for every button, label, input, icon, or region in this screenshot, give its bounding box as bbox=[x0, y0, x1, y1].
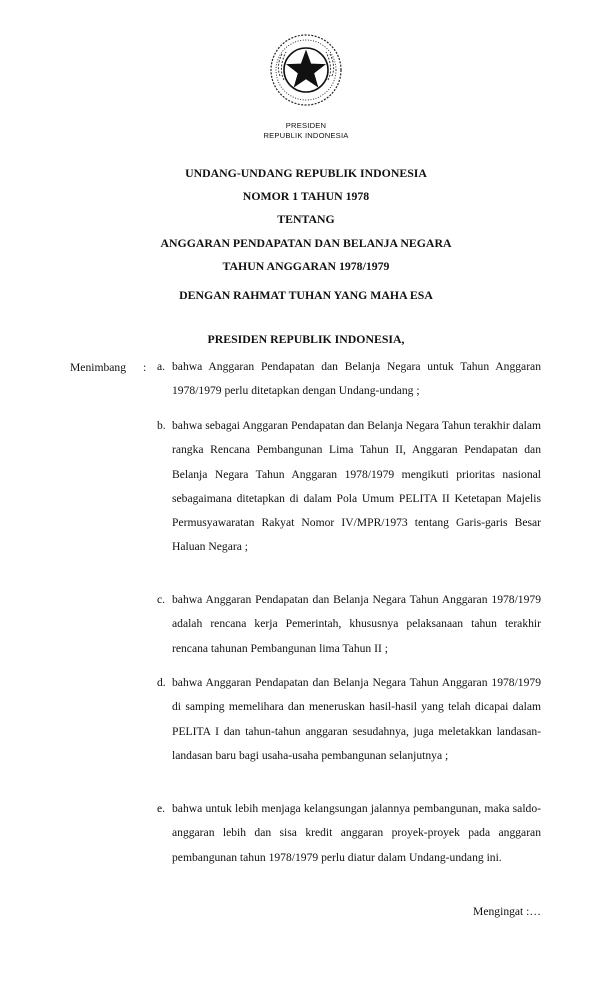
item-letter: b. bbox=[157, 419, 166, 432]
law-tentang: TENTANG bbox=[277, 212, 335, 226]
item-letter: e. bbox=[157, 802, 166, 815]
law-number: NOMOR 1 TAHUN 1978 bbox=[242, 189, 370, 203]
garuda-star-emblem bbox=[268, 32, 344, 108]
law-fiscal-year: TAHUN ANGGARAN 1978/1979 bbox=[222, 259, 390, 273]
consideration-item-b bbox=[157, 414, 541, 560]
item-letter: a. bbox=[157, 360, 166, 373]
president-heading: PRESIDEN REPUBLIK INDONESIA, bbox=[207, 332, 405, 346]
page-continuation: Mengingat :… bbox=[473, 905, 541, 918]
item-text: bahwa Anggaran Pendapatan dan Belanja Negara Tahun Anggaran 1978/1979 adalah rencana kerja Pemerintah, khususnya pelaksanaan tahun terakhir rencana tahunan Pembangunan lima Tahun II ; bbox=[172, 593, 541, 655]
item-text: bahwa Anggaran Pendapatan dan Belanja Negara Tahun Anggaran 1978/1979 di samping memelihara dan meneruskan hasil-hasil yang telah dicapai dalam PELITA I dan tahun-tahun anggaran sesudahnya, juga meletakkan landasan-landasan baru bagi usaha-usaha pembangunan selanjutnya ; bbox=[172, 676, 541, 762]
menimbang-label: Menimbang bbox=[70, 361, 127, 374]
law-title: UNDANG-UNDANG REPUBLIK INDONESIA bbox=[185, 166, 427, 180]
item-text: bahwa sebagai Anggaran Pendapatan dan Belanja Negara Tahun terakhir dalam rangka Rencana Pembangunan Lima Tahun II, Anggaran Pendapatan dan Belanja Negara Tahun Anggaran 1978/1979 mengikuti prioritas nasional sebagaimana ditetapkan di dalam Pola Umum PELITA II Ketetapan Majelis Permusyawaratan Rakyat Nomor IV/MPR/1973 tentang Garis-garis Besar Haluan Negara ; bbox=[172, 419, 541, 554]
preamble-invocation: DENGAN RAHMAT TUHAN YANG MAHA ESA bbox=[179, 288, 433, 302]
item-text: bahwa Anggaran Pendapatan dan Belanja Negara untuk Tahun Anggaran 1978/1979 perlu ditetapkan dengan Undang-undang ; bbox=[172, 360, 541, 398]
item-text: bahwa untuk lebih menjaga kelangsungan jalannya pembangunan, maka saldo-anggaran lebih dan sisa kredit anggaran proyek-proyek pada anggaran pembangunan tahun 1978/1979 perlu diatur dalam Undang-undang ini. bbox=[172, 802, 541, 864]
seal-subtitle: REPUBLIK INDONESIA bbox=[263, 131, 349, 140]
menimbang-colon: : bbox=[143, 361, 147, 374]
consideration-item-a bbox=[157, 355, 541, 404]
item-letter: d. bbox=[157, 676, 166, 689]
consideration-item-d bbox=[157, 671, 541, 768]
seal-title: PRESIDEN bbox=[285, 121, 327, 130]
consideration-item-e bbox=[157, 797, 541, 870]
law-subject: ANGGARAN PENDAPATAN DAN BELANJA NEGARA bbox=[160, 236, 452, 250]
consideration-item-c bbox=[157, 588, 541, 661]
item-letter: c. bbox=[157, 593, 166, 606]
